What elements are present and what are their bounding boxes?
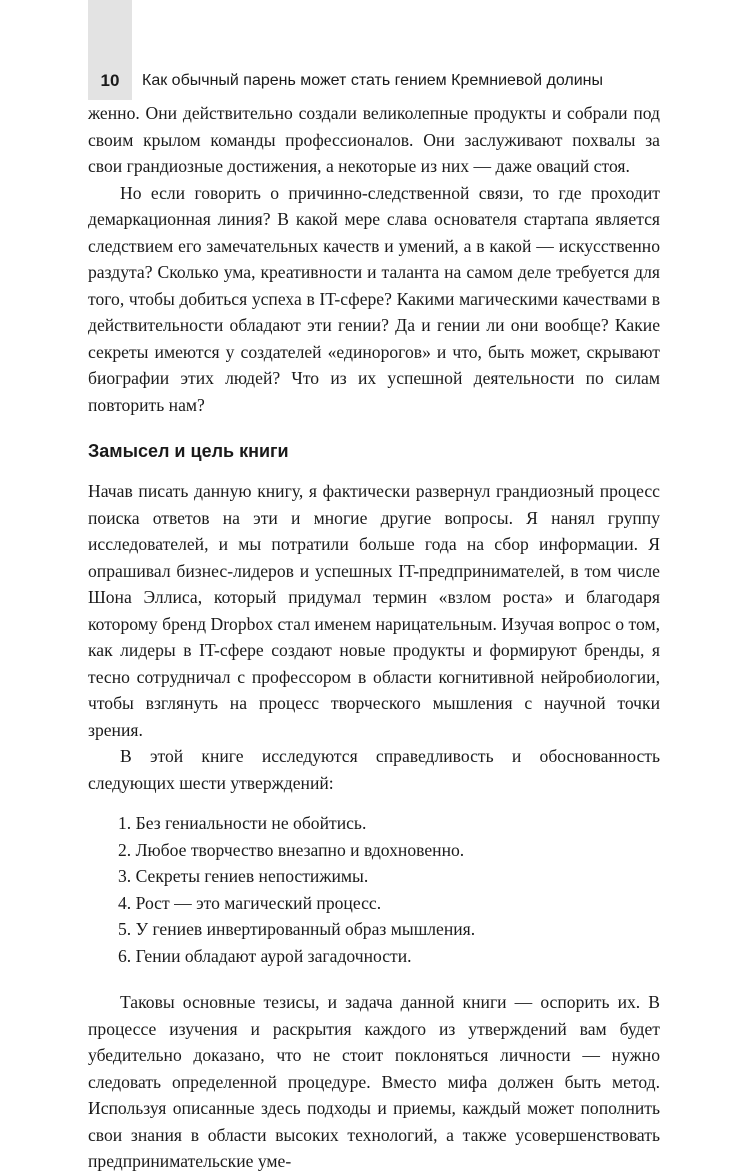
list-item: 5. У гениев инвертированный образ мышления. (118, 919, 476, 939)
page-number: 10 (100, 71, 120, 90)
section-heading: Замысел и цель книги (88, 441, 289, 461)
statements-list (88, 810, 660, 969)
running-title: Как обычный парень может стать гением Кремниевой долины (142, 72, 604, 89)
paragraph-continuation: женно. Они действительно создали великолепные продукты и собрали под своим крылом команды профессионалов. Они заслуживают похвалы за свои грандиозные достижения, а некоторые из них — даже оваций стоя. (88, 103, 660, 176)
page-body (88, 100, 660, 1175)
paragraph-questions: Но если говорить о причинно-следственной связи, то где проходит демаркационная линия? В какой мере слава основателя стартапа является следствием его замечательных качеств и умений, а в какой — искусственно раздута? Сколько ума, креативности и таланта на самом деле требуется для того, чтобы добиться успеха в IT-сфере? Какими магическими качествами в действительности обладают эти гении? Да и гении ли они вообще? Какие секреты имеются у создателей «единорогов» и что, быть может, скрывают биографии этих людей? Что из их успешной деятельности по силам повторить нам? (88, 182, 660, 415)
paragraph-theses: Таковы основные тезисы, и задача данной книги — оспорить их. В процессе изучения и раскрытия каждого из утверждений вам будет убедительно доказано, что не стоит поклоняться личности — нужно следовать определенной процедуре. Вместо мифа должен быть метод. Используя описанные здесь подходы и приемы, каждый может пополнить свои знания в области высоких технологий, а также усовершенствовать предпринимательские уме- (88, 992, 660, 1171)
list-item: 6. Гении обладают аурой загадочности. (118, 945, 412, 966)
list-item: 2. Любое творчество внезапно и вдохновенно. (118, 839, 465, 860)
list-item: 4. Рост — это магический процесс. (118, 892, 382, 913)
list-item: 3. Секреты гениев непостижимы. (118, 866, 369, 886)
paragraph-research: Начав писать данную книгу, я фактически развернул грандиозный процесс поиска ответов на эти и многие другие вопросы. Я нанял группу исследователей, и мы потратили больше года на сбор информации. Я опрашивал бизнес-лидеров и успешных IT-предпринимателей, в том числе Шона Эллиса, который придумал термин «взлом роста» и благодаря которому бренд Dropbox стал именем нарицательным. Изучая вопрос о том, как лидеры в IT-сфере создают новые продукты и формируют бренды, я тесно сотрудничал с профессором в области когнитивной нейробиологии, чтобы взглянуть на процесс творческого мышления с научной точки зрения. (88, 481, 660, 740)
running-header (88, 66, 603, 96)
paragraph-statements-intro: В этой книге исследуются справедливость и обоснованность следующих шести утверждений: (88, 746, 660, 793)
list-item: 1. Без гениальности не обойтись. (118, 813, 367, 833)
